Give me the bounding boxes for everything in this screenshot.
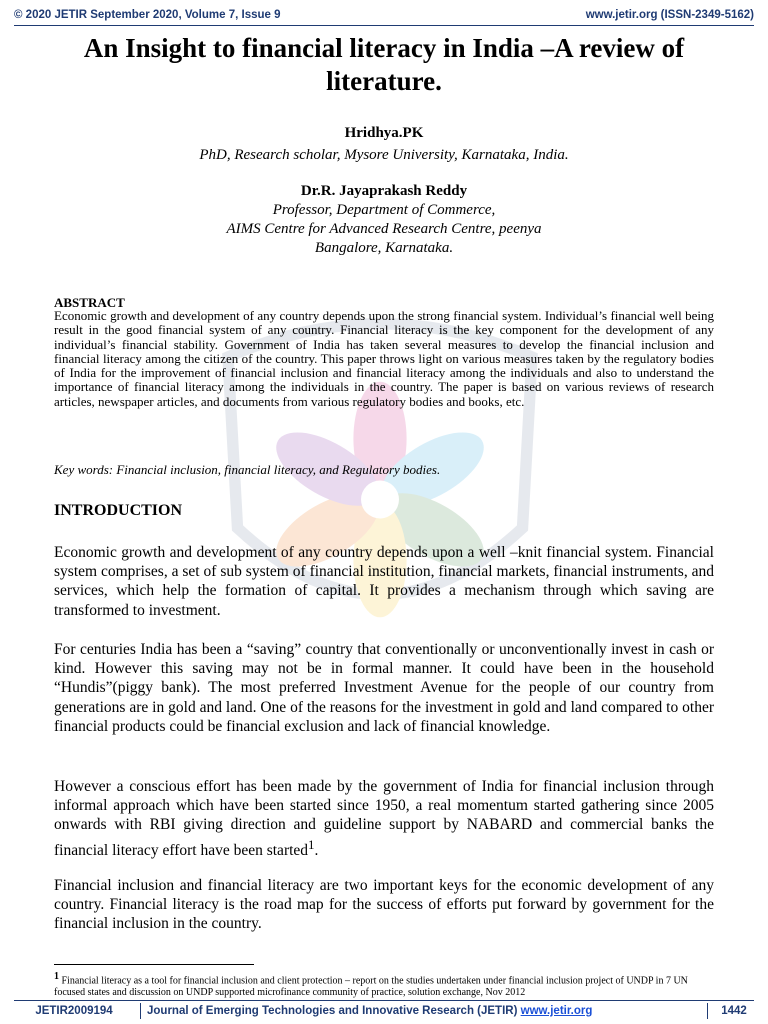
journal-title: Journal of Emerging Technologies and Innovative Research (JETIR) [147, 1005, 518, 1017]
paper-title: An Insight to financial literacy in India –A review of literature. [83, 33, 685, 96]
footnote-text: Financial literacy as a tool for financial inclusion and client protection – report on the studies undertaken under financial inclusion project of UNDP in 7 UN focused states and discussion on UNDP supported microfinance community of practice, solution exchange, Nov 2012 [54, 975, 688, 999]
author-affiliation: Professor, Department of Commerce, [272, 202, 496, 218]
intro-paragraph-1: Economic growth and development of any country depends upon a well –knit financial system. Financial system comprises, a set of sub system of financial institution, financial markets, financial instruments, and services, which help the formation of capital. It provides a mechanism through which saving are transformed to investment. [54, 544, 714, 619]
footer-separator [707, 1003, 708, 1019]
keywords: Key words: Financial inclusion, financial literacy, and Regulatory bodies. [54, 462, 441, 477]
author-affiliation: AIMS Centre for Advanced Research Centre, peenya [226, 221, 542, 237]
footnote-divider [54, 964, 254, 965]
intro-paragraph-4: Financial inclusion and financial literacy are two important keys for the economic development of any country. Financial literacy is the road map for the success of efforts put forward by government for the financial inclusion in the country. [54, 877, 714, 933]
abstract-text: Economic growth and development of any country depends upon the strong financial system. Individual’s financial well being result in the good financial system of any country. Financial literacy is the key component for the development of any individual’s financial stability. Government of India has taken several measures to develop the financial inclusion and financial literacy among the citizen of the country. This paper throws light on various measures taken by the regulatory bodies of India for the improvement of financial inclusion and financial literacy among the individuals and also to understand the importance of financial literacy among the individuals in the country. The paper is based on various reviews of research articles, newspaper articles, and documents from various regulatory bodies and books, etc. [54, 308, 714, 409]
journal-name [147, 1005, 701, 1017]
header-divider [14, 25, 754, 26]
author-name: Hridhya.PK [344, 125, 424, 141]
intro-paragraph-3-text: However a conscious effort has been made by the government of India for financial inclusion through informal approach which have been started since 1950, a real momentum started gathering since 2005 onwards with RBI giving direction and guideline support by NABARD and commercial banks the financial literacy effort have been started [54, 778, 714, 859]
author-block-1 [40, 124, 728, 165]
page-footer [14, 1002, 754, 1020]
footnote-reference[interactable]: 1 [308, 836, 315, 852]
footnote-marker: 1 [54, 971, 59, 982]
author-affiliation: Bangalore, Karnataka. [314, 240, 454, 256]
page-header [14, 6, 754, 24]
author-name: Dr.R. Jayaprakash Reddy [300, 183, 468, 199]
intro-paragraph-3-end: . [314, 841, 319, 859]
footer-divider [14, 1000, 754, 1001]
author-block-2 [40, 182, 728, 258]
footnote [54, 971, 714, 999]
journal-link[interactable]: www.jetir.org [520, 1005, 593, 1017]
author-affiliation: PhD, Research scholar, Mysore University, Karnataka, India. [199, 147, 569, 163]
paper-id: JETIR2009194 [35, 1005, 113, 1017]
header-copyright: © 2020 JETIR September 2020, Volume 7, Issue 9 [14, 9, 281, 21]
footer-separator [140, 1003, 141, 1019]
intro-paragraph-2: For centuries India has been a “saving” country that conventionally or unconventionally invest in cash or kind. However this saving may not be in formal manner. It could have been in the household “Hundis”(piggy bank). The most preferred Investment Avenue for the people of our country from generations are in gold and land. One of the reasons for the investment in gold and land compared to other financial products could be financial exclusion and lack of financial knowledge. [54, 641, 714, 735]
introduction-heading: INTRODUCTION [54, 502, 183, 519]
page-number: 1442 [721, 1005, 747, 1017]
intro-paragraph-3 [54, 777, 714, 860]
abstract-heading: ABSTRACT [54, 295, 125, 310]
header-website[interactable]: www.jetir.org (ISSN-2349-5162) [585, 9, 754, 21]
